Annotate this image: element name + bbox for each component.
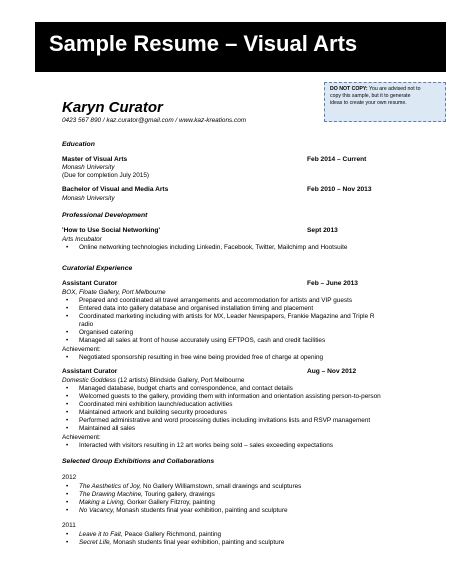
notice-line: ideas to create your own resume.: [330, 100, 407, 106]
bullet-icon: •: [66, 313, 69, 320]
bullet-icon: •: [66, 491, 69, 498]
course-date: Sept 2013: [307, 227, 338, 234]
institution: Monash University: [62, 195, 115, 202]
institution: Monash University: [62, 164, 115, 171]
degree-date: Feb 2014 – Current: [307, 156, 367, 163]
bullet-icon: •: [66, 401, 69, 408]
bullet-icon: •: [66, 409, 69, 416]
bullet-icon: •: [66, 297, 69, 304]
section-heading-development: Professional Development: [62, 212, 148, 219]
job-title: Assistant Curator: [62, 368, 118, 375]
job-org: BOX, Floate Gallery, Port Melbourne: [62, 289, 166, 296]
section-heading-experience: Curatorial Experience: [62, 265, 133, 272]
bullet-icon: •: [66, 483, 69, 490]
achievement-label: Achievement:: [62, 434, 101, 441]
job-date: Aug – Nov 2012: [307, 368, 357, 375]
degree-title: Bachelor of Visual and Media Arts: [62, 186, 169, 193]
bullet-icon: •: [66, 499, 69, 506]
bullet-icon: •: [66, 531, 69, 538]
exhibition-year: 2012: [62, 474, 77, 481]
bullet-icon: •: [66, 244, 69, 251]
job-title: Assistant Curator: [62, 280, 118, 287]
bullet-icon: •: [66, 385, 69, 392]
education-item: [62, 156, 442, 163]
notice-line: You are advised not to: [367, 86, 421, 92]
notice-box: [324, 82, 446, 122]
achievement-label: Achievement:: [62, 346, 101, 353]
bullet-icon: •: [66, 417, 69, 424]
course-title: 'How to Use Social Networking': [62, 227, 161, 234]
development-item: [62, 227, 442, 234]
bullet-icon: •: [66, 354, 69, 361]
job-date: Feb – June 2013: [307, 280, 358, 287]
section-heading-education: Education: [62, 141, 95, 148]
notice-line: copy this sample, but it to generate: [330, 93, 411, 99]
bullet-icon: •: [66, 539, 69, 546]
bullet-icon: •: [66, 337, 69, 344]
contact-line: 0423 567 890 / kaz.curator@gmail.com / www.kaz-kreations.com: [62, 117, 247, 124]
job-item: [62, 280, 442, 287]
title-banner: [35, 22, 446, 72]
bullet-icon: •: [66, 305, 69, 312]
job-item: [62, 368, 442, 375]
degree-title: Master of Visual Arts: [62, 156, 128, 163]
bullet-icon: •: [66, 393, 69, 400]
bullet-icon: •: [66, 507, 69, 514]
bullet-icon: •: [66, 425, 69, 432]
degree-note: (Due for completion July 2015): [62, 172, 150, 179]
section-heading-exhibitions: Selected Group Exhibitions and Collaborations: [62, 458, 215, 465]
exhibition-year: 2011: [62, 522, 76, 529]
degree-date: Feb 2010 – Nov 2013: [307, 186, 372, 193]
bullet-icon: •: [66, 329, 69, 336]
course-provider: Arts Incubator: [62, 236, 102, 243]
education-item: [62, 186, 442, 193]
notice-label: DO NOT COPY:: [330, 86, 368, 92]
bullet-icon: •: [66, 442, 69, 449]
person-name: Karyn Curator: [62, 99, 163, 116]
job-org: Domestic Goddess (12 artists) Blindside Gallery, Port Melbourne: [62, 377, 245, 384]
page-title: Sample Resume – Visual Arts: [49, 31, 358, 56]
